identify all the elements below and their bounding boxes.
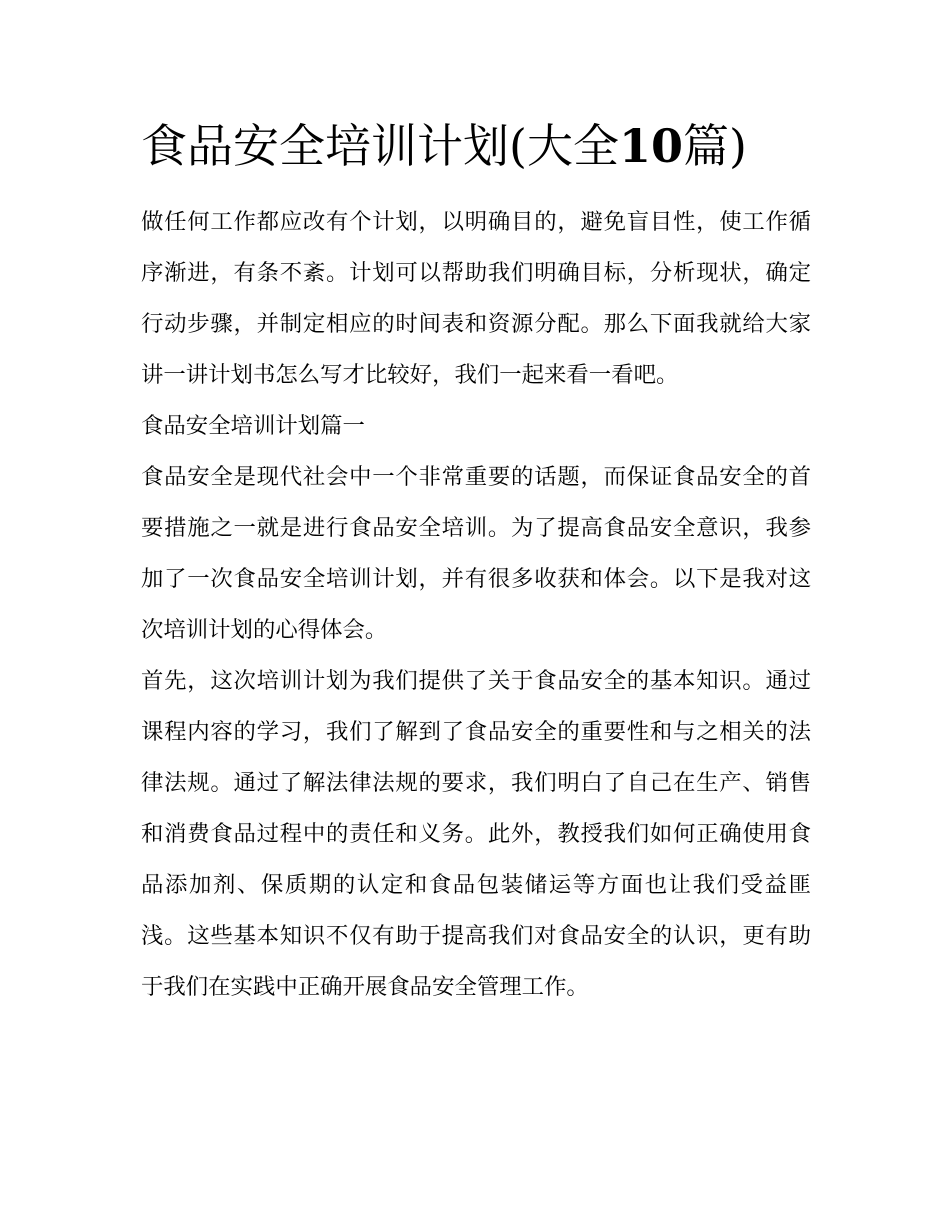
body-paragraph: 首先，这次培训计划为我们提供了关于食品安全的基本知识。通过课程内容的学习，我们了解到了食品安全的重要性和与之相关的法律法规。通过了解法律法规的要求，我们明白了自己在生产、销售和消费食品过程中的责任和义务。此外，教授我们如何正确使用食品添加剂、保质期的认定和食品包装储运等方面也让我们受益匪浅。这些基本知识不仅有助于提高我们对食品安全的认识，更有助于我们在实践中正确开展食品安全管理工作。	[141, 668, 811, 1000]
document-body	[141, 197, 811, 1013]
intro-paragraph: 做任何工作都应改有个计划，以明确目的，避免盲目性，使工作循序渐进，有条不紊。计划可以帮助我们明确目标，分析现状，确定行动步骤，并制定相应的时间表和资源分配。那么下面我就给大家讲一讲计划书怎么写才比较好，我们一起来看一看吧。	[141, 209, 811, 388]
body-paragraph: 食品安全是现代社会中一个非常重要的话题，而保证食品安全的首要措施之一就是进行食品安全培训。为了提高食品安全意识，我参加了一次食品安全培训计划，并有很多收获和体会。以下是我对这次培训计划的心得体会。	[141, 464, 811, 643]
title-end: 篇)	[682, 119, 747, 173]
section-heading: 食品安全培训计划篇一	[141, 413, 365, 439]
title-number: 10	[618, 119, 683, 173]
document-title	[141, 116, 841, 176]
title-main: 食品安全培训计划(大全	[141, 119, 619, 173]
